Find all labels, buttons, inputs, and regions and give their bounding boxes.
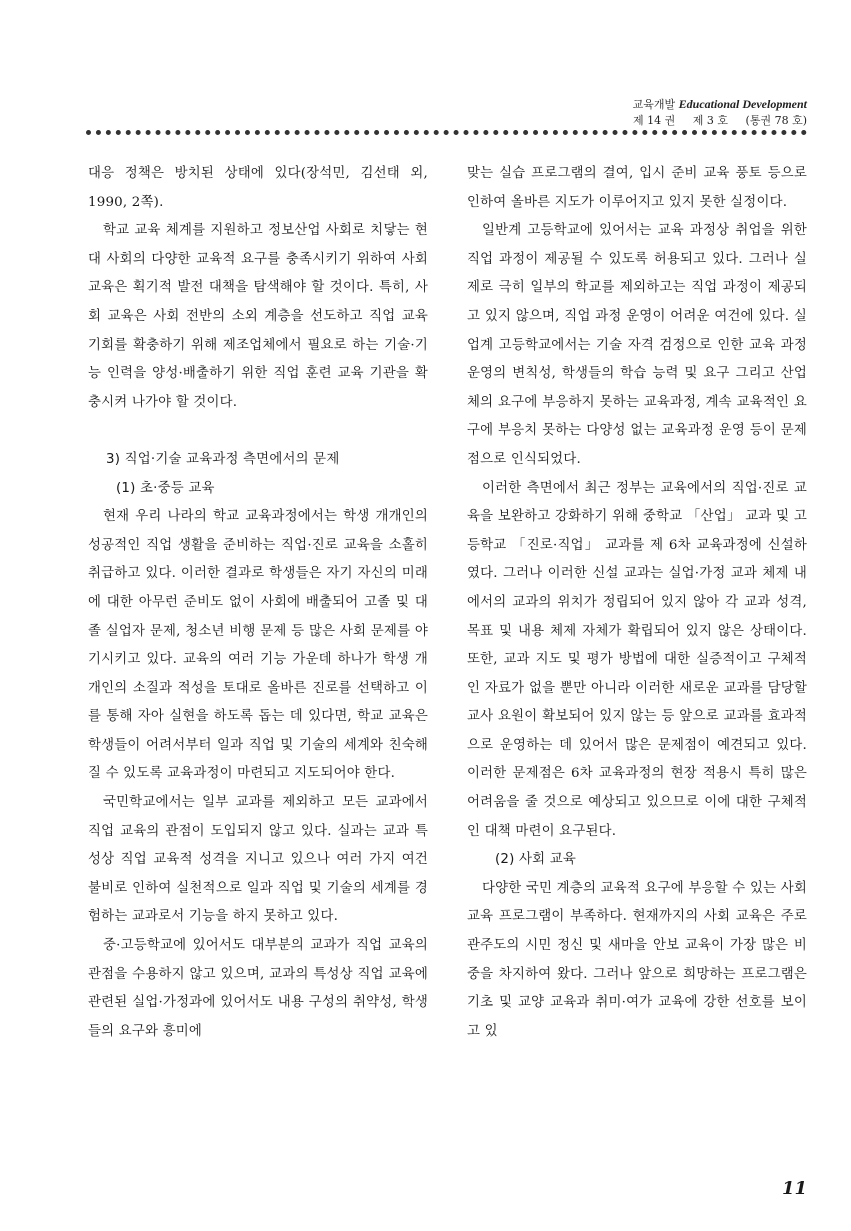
subsection-heading: (1) 초·중등 교육	[116, 480, 215, 496]
right-column	[467, 160, 807, 1046]
paragraph: 맞는 실습 프로그램의 결여, 입시 준비 교육 풍토 등으로 인하여 올바른 지도가 이루어지고 있지 못한 실정이다.	[467, 166, 807, 210]
total-issue-label: (통권 78 호)	[745, 114, 807, 127]
paragraph: 학교 교육 체계를 지원하고 정보산업 사회로 치닿는 현대 사회의 다양한 교육적 요구를 충족시키기 위하여 사회 교육은 획기적 발전 대책을 탐색해야 할 것이다. 특히, 사회 교육은 사회 전반의 소외 계층을 선도하고 직업 교육 기회를 확충하기 위해 제조업체에서 필요로 하는 기술·기능 인력을 양성·배출하기 위한 직업 훈련 교육 기관을 확충시켜 나가야 할 것이다.	[88, 223, 428, 410]
paragraph: 대응 정책은 방치된 상태에 있다(장석민, 김선태 외, 1990, 2쪽).	[88, 166, 428, 210]
journal-title	[633, 96, 807, 113]
paragraph: 국민학교에서는 일부 교과를 제외하고 모든 교과에서 직업 교육의 관점이 도입되지 않고 있다. 실과는 교과 특성상 직업 교육적 성격을 지니고 있으나 여러 가지 여건 불비로 인하여 실천적으로 일과 직업 및 기술의 세계를 경험하는 교과로서 기능을 하지 못하고 있다.	[88, 795, 428, 925]
paragraph: 다양한 국민 계층의 교육적 요구에 부응할 수 있는 사회 교육 프로그램이 부족하다. 현재까지의 사회 교육은 주로 관주도의 시민 정신 및 새마을 안보 교육이 가장 많은 비중을 차지하여 왔다. 그러나 앞으로 희망하는 프로그램은 기초 및 교양 교육과 취미·여가 교육에 강한 선호를 보이고 있	[467, 880, 807, 1039]
page-number: 11	[781, 1178, 807, 1199]
spacer	[88, 417, 428, 446]
left-column	[88, 160, 428, 1046]
paragraph: 일반계 고등학교에 있어서는 교육 과정상 취업을 위한 직업 과정이 제공될 수 있도록 허용되고 있다. 그러나 실제로 극히 일부의 학교를 제외하고는 직업 과정이 제공되고 있지 않으며, 직업 과정 운영이 어려운 여건에 있다. 실업계 고등학교에서는 기술 자격 검정으로 인한 교육 과정 운영의 변칙성, 학생들의 학습 능력 및 요구 그리고 산업체의 요구에 부응하지 못하는 교육과정, 계속 교육적인 요구에 부응치 못하는 다양성 없는 교육과정 운영 등이 문제점으로 인식되었다.	[467, 223, 807, 467]
running-header	[633, 96, 807, 129]
journal-title-ko: 교육개발	[632, 98, 676, 111]
header-divider	[86, 130, 807, 135]
volume-label: 제 14 권	[633, 114, 676, 127]
journal-title-en: Educational Development	[678, 97, 807, 111]
issue-label: 제 3 호	[692, 114, 729, 127]
paragraph: 이러한 측면에서 최근 정부는 교육에서의 직업·진로 교육을 보완하고 강화하기 위해 중학교 「산업」 교과 및 고등학교 「진로·직업」 교과를 제 6차 교육과정에 신설하였다. 그러나 이러한 신설 교과는 실업·가정 교과 체제 내에서의 교과의 위치가 정립되어 있지 않아 각 교과 성격, 목표 및 내용 체제 자체가 확립되어 있지 않은 상태이다. 또한, 교과 지도 및 평가 방법에 대한 실증적이고 구체적인 자료가 없을 뿐만 아니라 이러한 새로운 교과를 담당할 교사 요원이 확보되어 있지 않는 등 앞으로 교과를 효과적으로 운영하는 데 있어서 많은 문제점이 예견되고 있다. 이러한 문제점은 6차 교육과정의 현장 적용시 특히 많은 어려움을 줄 것으로 예상되고 있으므로 이에 대한 구체적인 대책 마련이 요구된다.	[467, 480, 807, 839]
issue-info	[633, 113, 807, 129]
section-heading: 3) 직업·기술 교육과정 측면에서의 문제	[106, 451, 340, 467]
subsection-heading: (2) 사회 교육	[495, 852, 577, 868]
paragraph: 중·고등학교에 있어서도 대부분의 교과가 직업 교육의 관점을 수용하지 않고 있으며, 교과의 특성상 직업 교육에 관련된 실업·가정과에 있어서도 내용 구성의 취약성, 학생들의 요구와 흥미에	[88, 938, 428, 1039]
paragraph: 현재 우리 나라의 학교 교육과정에서는 학생 개개인의 성공적인 직업 생활을 준비하는 직업·진로 교육을 소홀히 취급하고 있다. 이러한 결과로 학생들은 자기 자신의 미래에 대한 아무런 준비도 없이 사회에 배출되어 고졸 및 대졸 실업자 문제, 청소년 비행 문제 등 많은 사회 문제를 야기시키고 있다. 교육의 여러 기능 가운데 하나가 학생 개개인의 소질과 적성을 토대로 올바른 진로를 선택하고 이를 통해 자아 실현을 하도록 돕는 데 있다면, 학교 교육은 학생들이 어려서부터 일과 직업 및 기술의 세계와 친숙해 질 수 있도록 교육과정이 마련되고 지도되어야 한다.	[88, 509, 428, 782]
